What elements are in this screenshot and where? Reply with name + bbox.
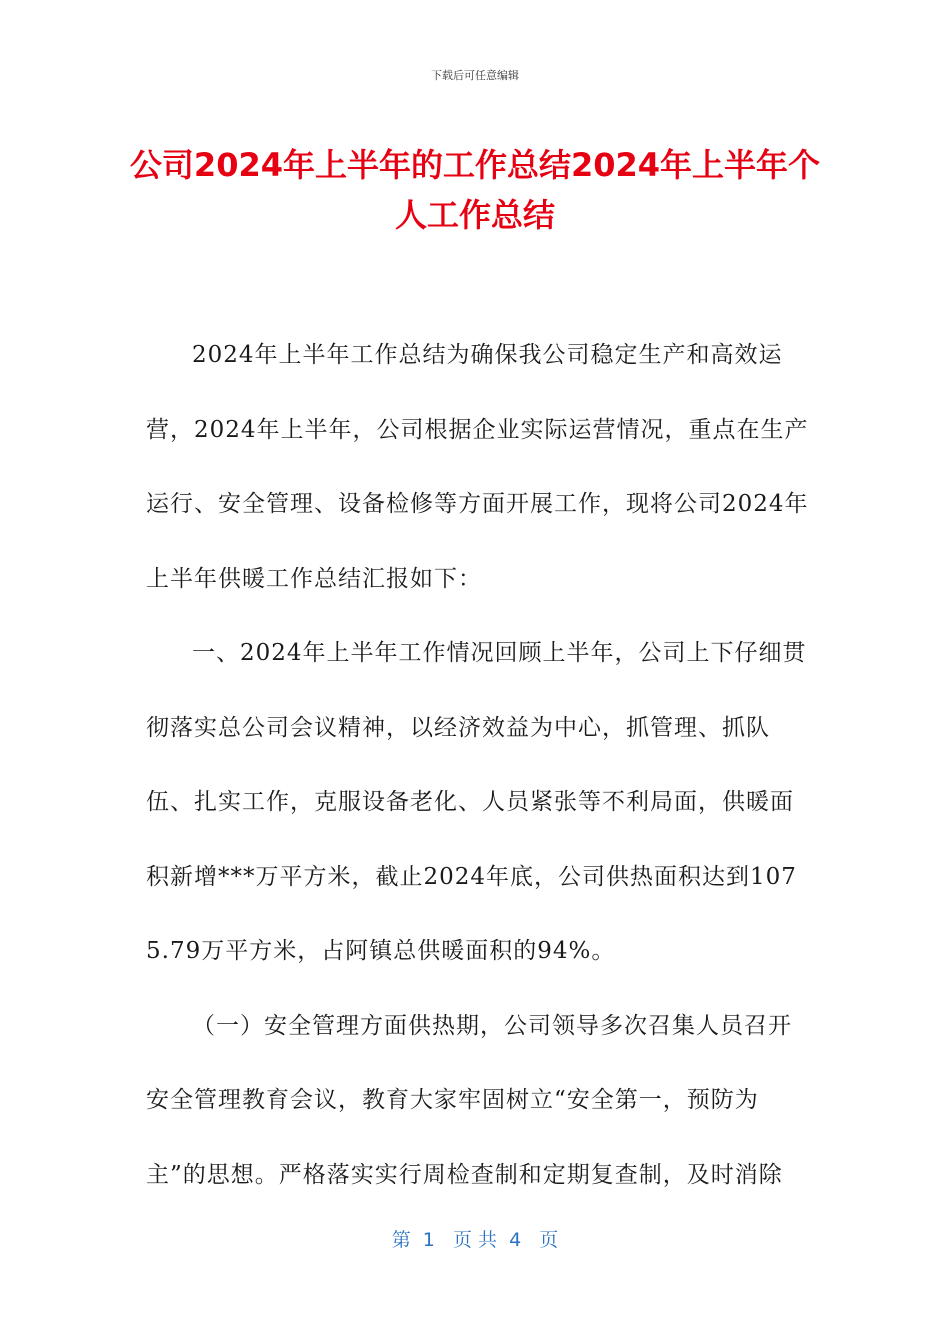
body-paragraph-1: 2024年上半年工作总结为确保我公司稳定生产和高效运营，2024年上半年，公司根据企业实际运营情况，重点在生产运行、安全管理、设备检修等方面开展工作，现将公司2024年上半年供暖工作总结汇报如下： <box>146 342 809 592</box>
body-paragraph-2: 一、2024年上半年工作情况回顾上半年，公司上下仔细贯彻落实总公司会议精神，以经济效益为中心，抓管理、抓队伍、扎实工作，克服设备老化、人员紧张等不利局面，供暖面积新增***万平方米，截止2024年底，公司供热面积达到1075.79万平方米，占阿镇总供暖面积的94%。 <box>146 640 807 964</box>
body-paragraph-3: （一）安全管理方面供热期，公司领导多次召集人员召开安全管理教育会议，教育大家牢固树立“安全第一，预防为主”的思想。严格落实实行周检查制和定期复查制，及时消除 <box>146 1012 792 1188</box>
document-body <box>146 318 810 1212</box>
document-title: 公司2024年上半年的工作总结2024年上半年个人工作总结 <box>129 146 821 234</box>
header-note: 下载后可任意编辑 <box>431 69 519 82</box>
page-number-footer: 第 1 页 共 4 页 <box>391 1229 559 1251</box>
